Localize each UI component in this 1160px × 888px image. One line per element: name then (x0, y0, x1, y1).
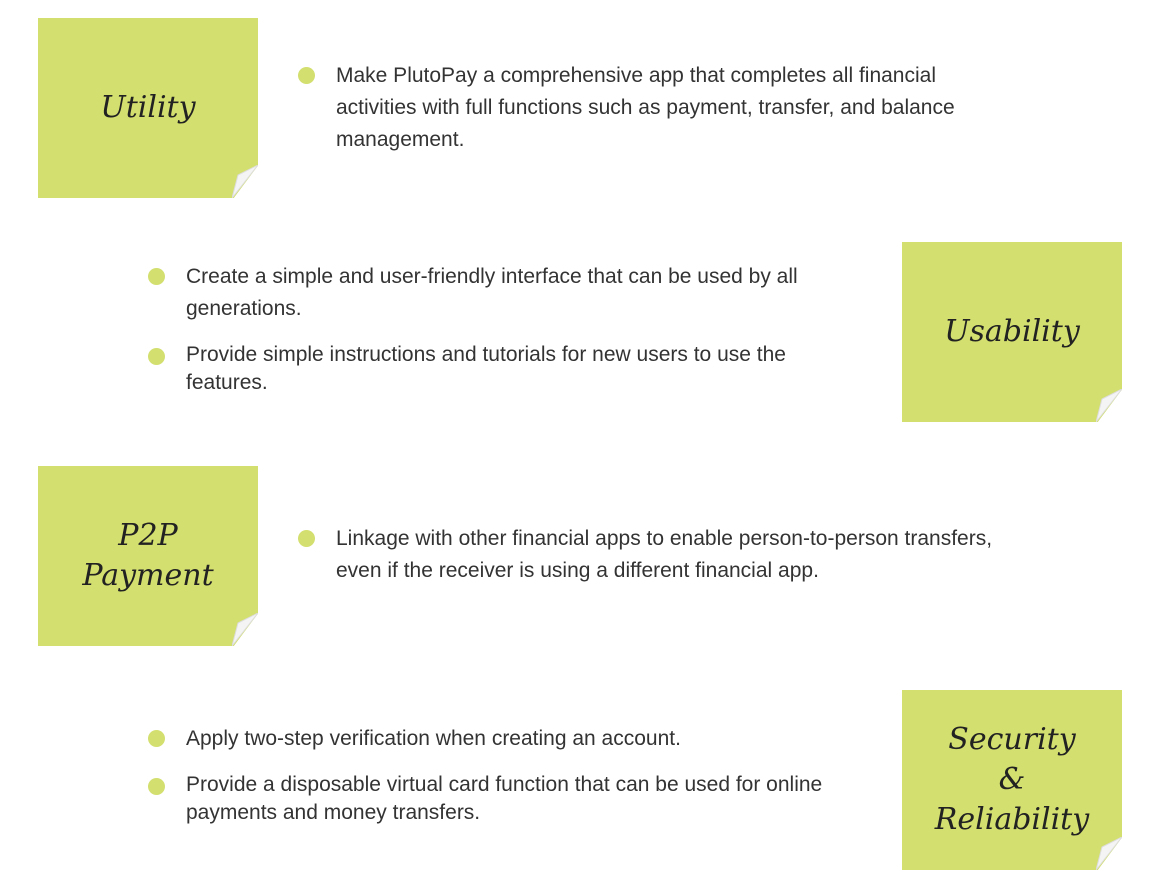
note-label-security-reliability: Security & Reliability (934, 722, 1090, 837)
sticky-note-p2p-payment (38, 466, 258, 646)
usability-points (148, 261, 848, 397)
note-label-p2p-payment: P2P Payment (82, 518, 214, 593)
sticky-note-usability (902, 242, 1122, 422)
point-text: Provide simple instructions and tutorials for new users to use the features. (186, 343, 786, 394)
note-label-usability: Usability (944, 314, 1080, 349)
circle-bullet-icon (298, 530, 315, 547)
circle-bullet-icon (148, 778, 165, 795)
list-item (148, 723, 848, 755)
security-points (148, 723, 848, 827)
note-label-utility: Utility (100, 90, 196, 125)
page-curl-icon (232, 165, 258, 198)
page-curl-icon (1096, 389, 1122, 422)
p2p-payment-points (298, 523, 998, 587)
point-text: Apply two-step verification when creating an account. (186, 727, 681, 750)
point-text: Linkage with other financial apps to enable person-to-person transfers, even if the receiver is using a different financial app. (336, 527, 993, 582)
sticky-note-security-reliability (902, 690, 1122, 870)
point-text: Make PlutoPay a comprehensive app that completes all financial activities with full functions such as payment, transfer, and balance management. (336, 64, 955, 151)
utility-points (298, 60, 998, 156)
list-item (148, 261, 848, 325)
point-text: Provide a disposable virtual card function that can be used for online payments and money transfers. (186, 773, 823, 824)
circle-bullet-icon (148, 268, 165, 285)
circle-bullet-icon (148, 730, 165, 747)
list-item (298, 60, 998, 156)
page-curl-icon (232, 613, 258, 646)
point-text: Create a simple and user-friendly interface that can be used by all generations. (186, 265, 798, 320)
sticky-note-utility (38, 18, 258, 198)
circle-bullet-icon (298, 67, 315, 84)
list-item (148, 341, 848, 397)
list-item (148, 771, 848, 827)
circle-bullet-icon (148, 348, 165, 365)
list-item (298, 523, 998, 587)
page-curl-icon (1096, 837, 1122, 870)
